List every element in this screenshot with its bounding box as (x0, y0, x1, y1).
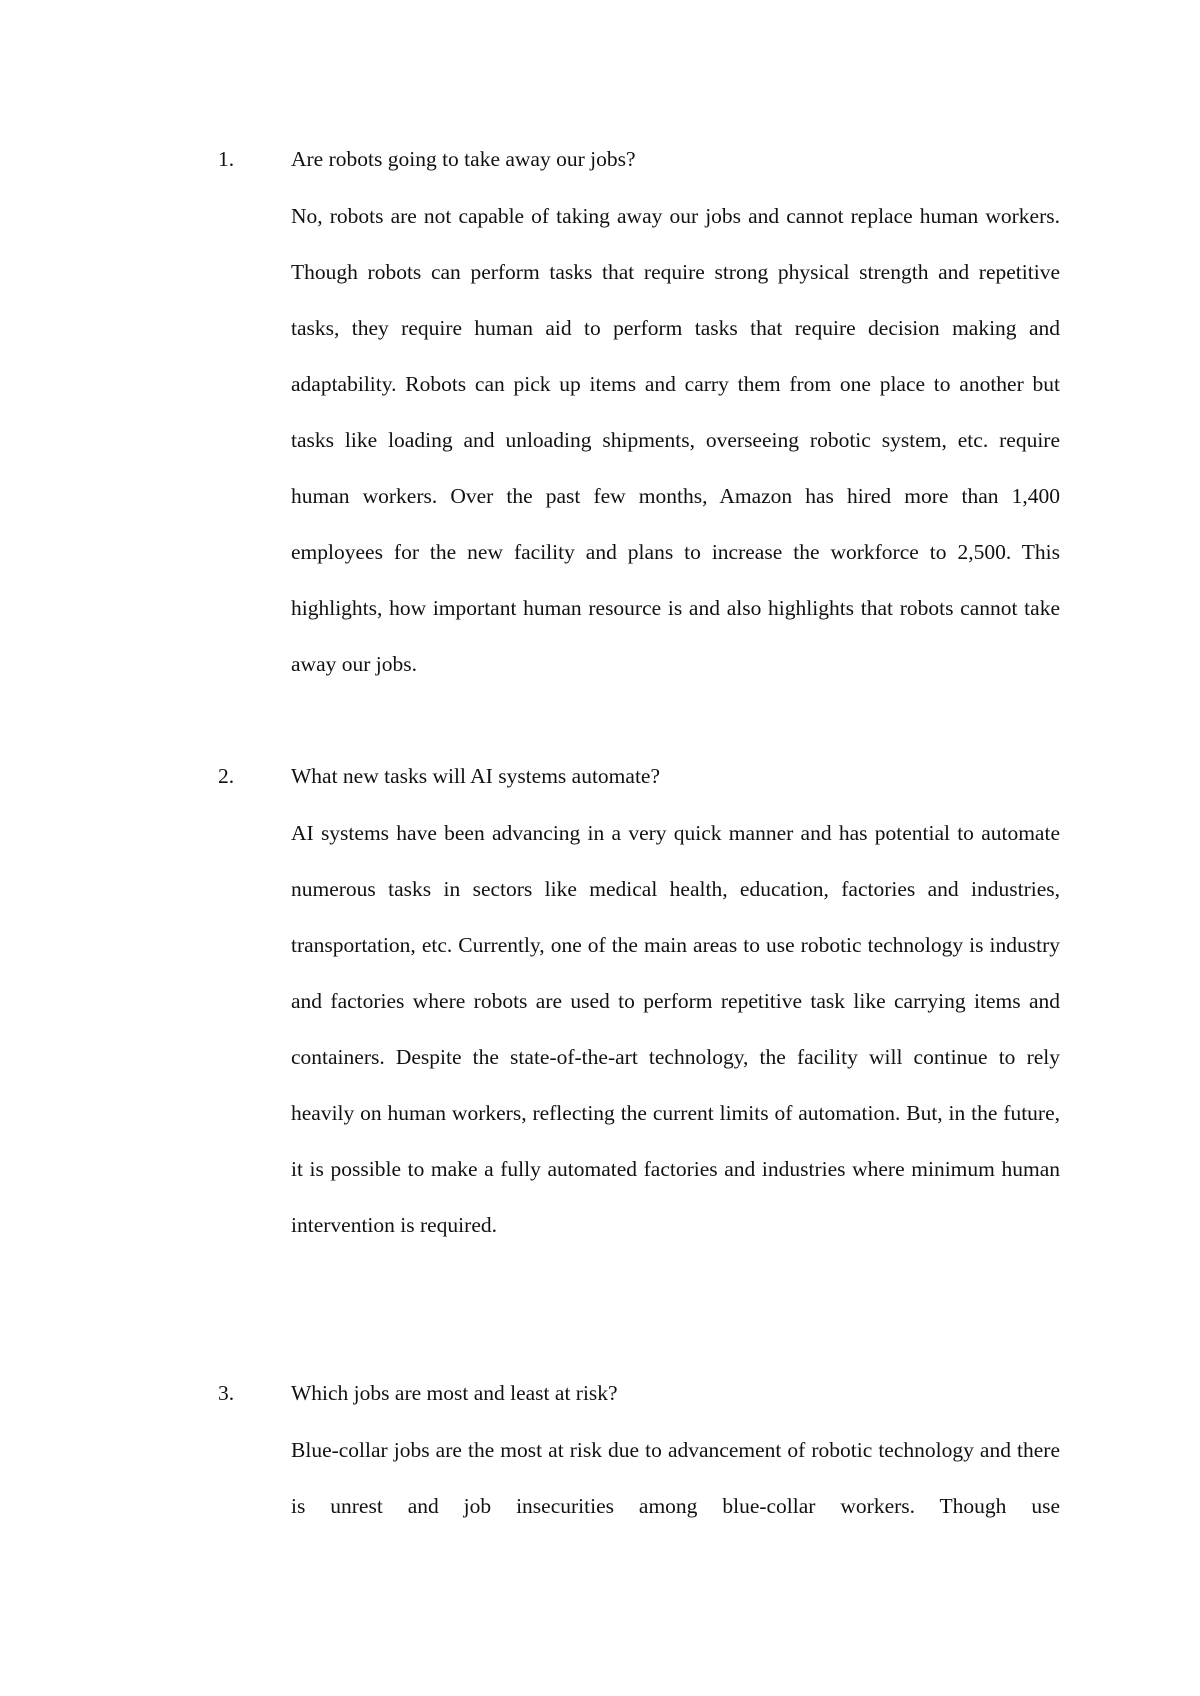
question-number: 1. (218, 147, 235, 171)
question-1 (218, 145, 1060, 201)
question-2 (218, 762, 1060, 818)
qa-item-1 (218, 145, 1060, 692)
question-text: Are robots going to take away our jobs? (291, 147, 636, 171)
answer-paragraph-1: No, robots are not capable of taking away our jobs and cannot replace human workers. Though robots can perform tasks that require strong physical strength and repetitive tasks, they require human aid to perform tasks that require decision making and adaptability. Robots can pick up items and carry them from one place to another but tasks like loading and unloading shipments, overseeing robotic system, etc. require human workers. Over the past few months, Amazon has hired more than 1,400 employees for the new facility and plans to increase the workforce to 2,500. This highlights, how important human resource is and also highlights that robots cannot take away our jobs. (291, 204, 1060, 676)
question-text: Which jobs are most and least at risk? (291, 1381, 618, 1405)
question-text: What new tasks will AI systems automate? (291, 764, 661, 788)
question-3 (218, 1379, 1060, 1435)
qa-item-2 (218, 762, 1060, 1253)
qa-item-3 (218, 1379, 1060, 1534)
answer-paragraph-3: Blue-collar jobs are the most at risk due to advancement of robotic technology and there is unrest and job insecurities among blue-collar workers. Though use (291, 1438, 1060, 1518)
question-number: 2. (218, 764, 235, 788)
question-number: 3. (218, 1381, 235, 1405)
answer-paragraph-2: AI systems have been advancing in a very quick manner and has potential to automate numerous tasks in sectors like medical health, education, factories and industries, transportation, etc. Currently, one of the main areas to use robotic technology is industry and factories where robots are used to perform repetitive task like carrying items and containers. Despite the state-of-the-art technology, the facility will continue to rely heavily on human workers, reflecting the current limits of automation. But, in the future, it is possible to make a fully automated factories and industries where minimum human intervention is required. (291, 821, 1060, 1237)
